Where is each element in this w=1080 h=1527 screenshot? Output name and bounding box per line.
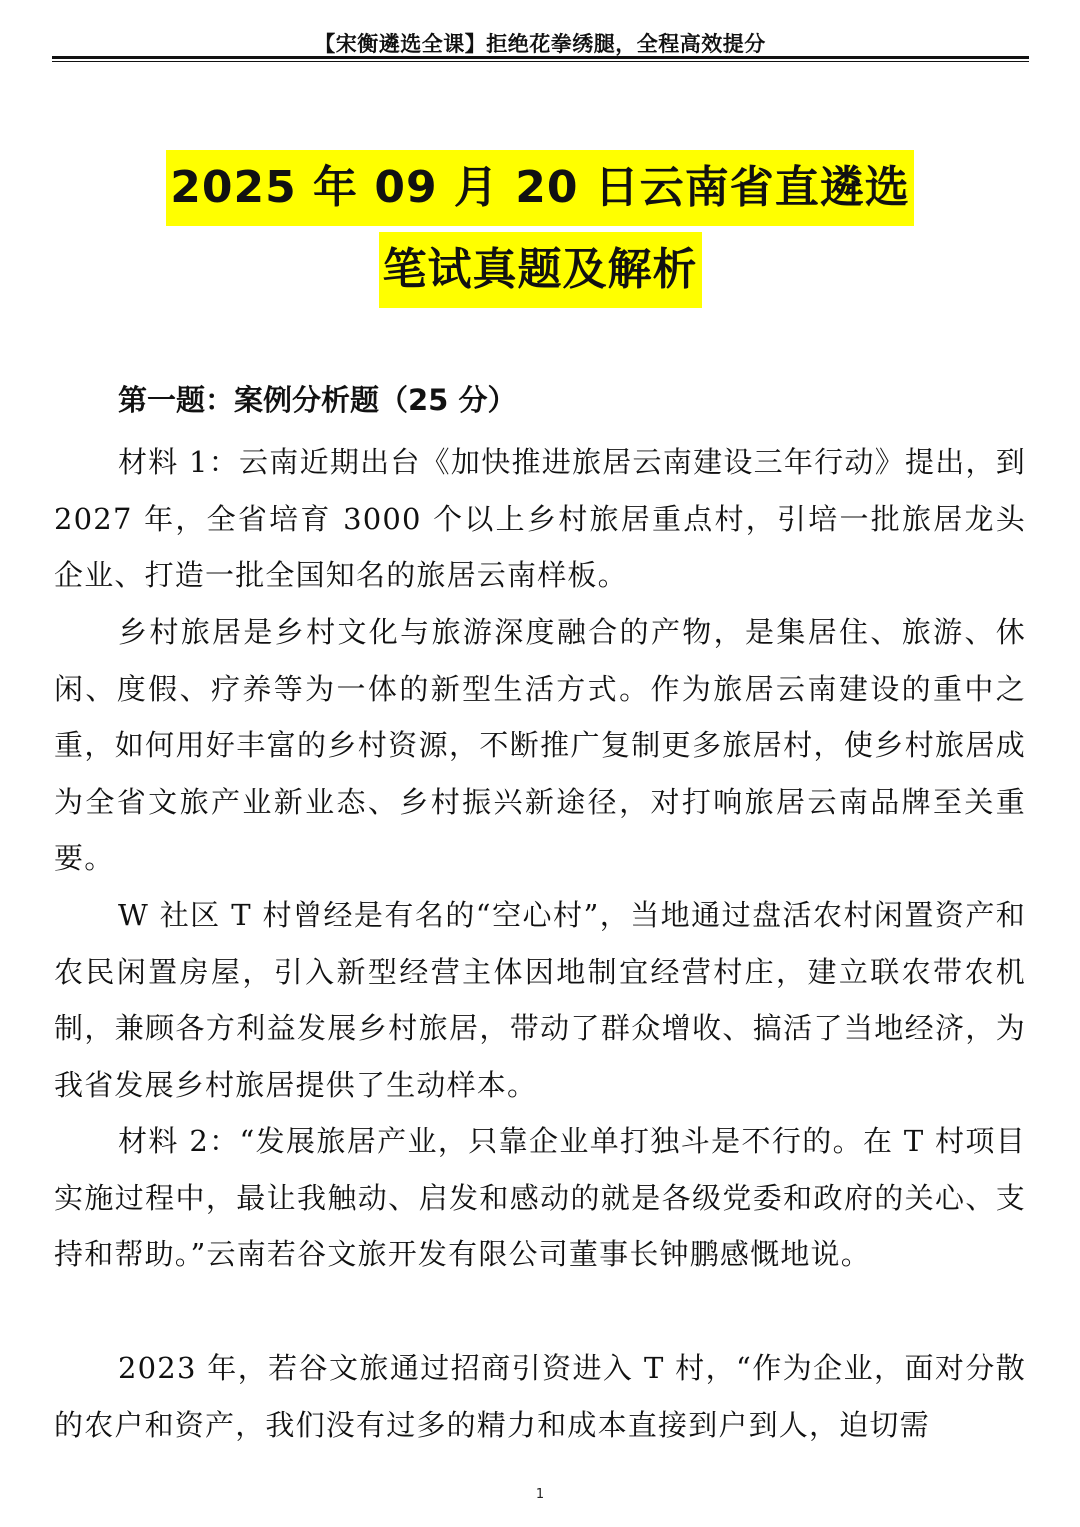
paragraph-material-2: 材料 2：“发展旅居产业，只靠企业单打独斗是不行的。在 T 村项目实施过程中，最让我触动、启发和感动的就是各级党委和政府的关心、支持和帮助。”云南若谷文旅开发有限公司董事长钟鹏感慨地说。 — [54, 1124, 1026, 1272]
paragraph-material-1: 材料 1：云南近期出台《加快推进旅居云南建设三年行动》提出，到 2027 年，全省培育 3000 个以上乡村旅居重点村，引培一批旅居龙头企业、打造一批全国知名的旅居云南样板。 — [54, 445, 1026, 593]
paragraph-t-village: W 社区 T 村曾经是有名的“空心村”，当地通过盘活农村闲置资产和农民闲置房屋，引入新型经营主体因地制宜经营村庄，建立联农带农机制，兼顾各方利益发展乡村旅居，带动了群众增收、搞活了当地经济，为我省发展乡村旅居提供了生动样本。 — [54, 898, 1026, 1102]
paragraph-2023: 2023 年，若谷文旅通过招商引资进入 T 村，“作为企业，面对分散的农户和资产，我们没有过多的精力和成本直接到户到人，迫切需 — [54, 1351, 1026, 1442]
document-title-line-1: 2025 年 09 月 20 日云南省直遴选 — [166, 150, 914, 226]
paragraph-rural-residence: 乡村旅居是乡村文化与旅游深度融合的产物，是集居住、旅游、休闲、度假、疗养等为一体的新型生活方式。作为旅居云南建设的重中之重，如何用好丰富的乡村资源，不断推广复制更多旅居村，使乡村旅居成为全省文旅产业新业态、乡村振兴新途径，对打响旅居云南品牌至关重要。 — [54, 615, 1026, 876]
header-rule-thin — [52, 61, 1029, 62]
header-rule-thick — [52, 56, 1029, 59]
page-number: 1 — [535, 1487, 545, 1502]
document-title-line-2: 笔试真题及解析 — [379, 232, 702, 308]
title-line-2-wrapper — [0, 232, 1080, 308]
question-heading: 第一题：案例分析题（25 分） — [118, 383, 517, 417]
title-line-1-wrapper — [0, 150, 1080, 226]
page-header: 【宋衡遴选全课】拒绝花拳绣腿，全程高效提分 — [314, 32, 766, 56]
